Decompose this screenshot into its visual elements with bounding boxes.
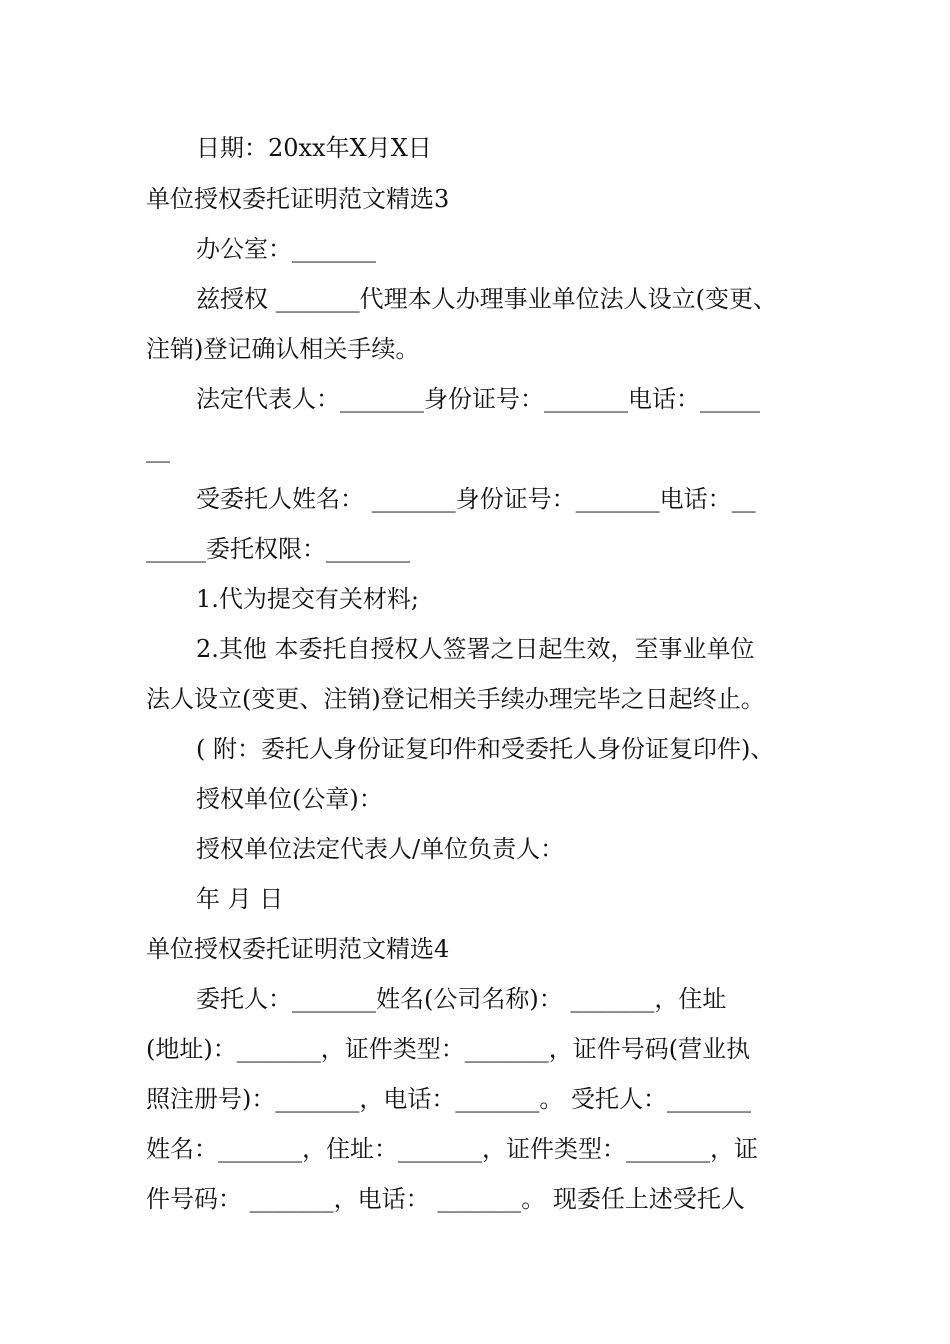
scope-item-2: 2.其他 本委托自授权人签署之日起生效，至事业单位 — [196, 635, 755, 663]
authorization-line: 兹授权 _______代理本人办理事业单位法人设立(变更、 — [196, 285, 777, 313]
signature-date-line: 年 月 日 — [196, 885, 284, 913]
signatory-line: 授权单位法定代表人/单位负责人： — [196, 835, 565, 863]
scope-item-1: 1.代为提交有关材料; — [196, 585, 419, 613]
legal-representative-line: 法定代表人：_______身份证号：_______电话：_____ — [196, 385, 760, 413]
section-heading-3: 单位授权委托证明范文精选3 — [146, 185, 450, 213]
date-line: 日期：20xx年X月X日 — [196, 134, 432, 162]
principal-line-cont-2: 照注册号)：_______，电话：_______。 受托人：_______ — [146, 1085, 751, 1113]
authorization-line-cont: 注销)登记确认相关手续。 — [146, 335, 420, 363]
agent-line-cont: 件号码： _______，电话： _______。 现委任上述受托人 — [146, 1185, 745, 1213]
agent-line: 姓名：_______，住址：_______，证件类型：_______，证 — [146, 1135, 758, 1163]
principal-line-cont-1: (地址)：_______，证件类型：_______，证件号码(营业执 — [146, 1035, 751, 1063]
office-line: 办公室：_______ — [196, 235, 376, 263]
attachment-line: ( 附：委托人身份证复印件和受委托人身份证复印件)、 — [196, 735, 775, 763]
legal-representative-line-cont: __ — [146, 435, 170, 463]
section-heading-4: 单位授权委托证明范文精选4 — [146, 935, 450, 963]
trustee-line: 受委托人姓名： _______身份证号：_______电话：__ — [196, 485, 756, 513]
seal-line: 授权单位(公章)： — [196, 785, 383, 813]
principal-line: 委托人：_______姓名(公司名称)： _______，住址 — [196, 985, 727, 1013]
scope-item-2-cont: 法人设立(变更、注销)登记相关手续办理完毕之日起终止。 — [146, 685, 765, 713]
trustee-line-cont: _____委托权限：_______ — [146, 535, 410, 563]
